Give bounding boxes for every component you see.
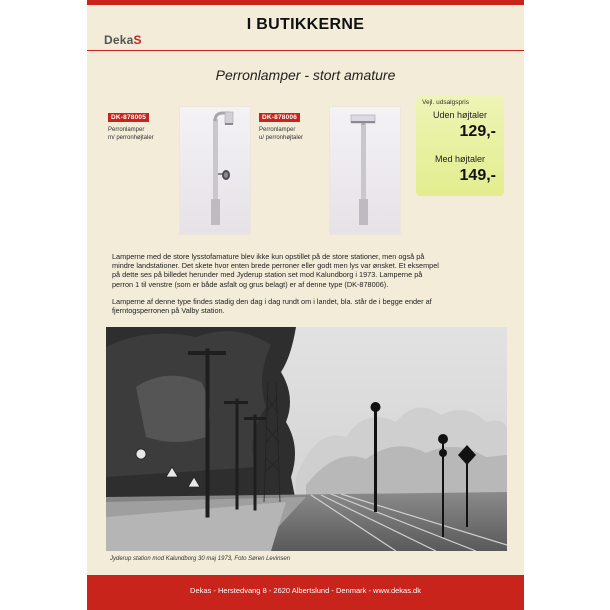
- catalog-page: [87, 0, 524, 610]
- price-without-speaker: 129,-: [459, 123, 496, 140]
- text-line: på dette ses på billedet herunder med Jyderup station set mod Kalundborg i 1973. Lamperne på: [112, 270, 423, 280]
- page-footer: [87, 575, 524, 610]
- dekas-logo: [104, 33, 142, 47]
- price-option-with-speaker: Med højtaler: [434, 154, 486, 164]
- product-desc-line: Perronlamper: [259, 127, 296, 133]
- lamp-without-speaker-image: [330, 107, 402, 236]
- photo-caption: Jyderup station mod Kalundborg 30 maj 1973, Foto Søren Levinsen: [110, 556, 291, 562]
- product-sku-badge: DK-878006: [259, 113, 300, 122]
- footer-contact: Dekas - Herstedvang 8 - 2620 Albertslund - Denmark - www.dekas.dk: [190, 586, 421, 595]
- product-photo-878006: [329, 106, 401, 235]
- text-line: Lamperne af denne type findes stadig den dag i dag rundt om i landet, bla. står de i begge ender af: [112, 297, 432, 306]
- paragraph-2: [112, 297, 502, 315]
- paragraph-1: [112, 252, 502, 289]
- page-header: [87, 5, 524, 51]
- header-title: I BUTIKKERNE: [246, 16, 365, 33]
- product-photo-878005: [179, 106, 251, 235]
- logo-accent: S: [133, 33, 142, 47]
- text-line: mindre landstationer. Det skete hvor enten brede perroner eller godt men lys var ønsket. Et eksempel: [112, 261, 439, 271]
- jyderup-station-image: [106, 327, 507, 551]
- price-box: [416, 96, 504, 196]
- price-option-without-speaker: Uden højtaler: [432, 110, 488, 120]
- text-line: fjerntogsperronen på Valby station.: [112, 306, 225, 316]
- text-line: Lamperne med de store lysstofamature blev ikke kun opstillet på de store stationer, men også på: [112, 252, 425, 261]
- price-label: Vejl. udsalgspris: [422, 99, 469, 106]
- product-sku-badge: DK-878005: [108, 113, 149, 122]
- product-desc-line: Perronlamper: [108, 127, 145, 133]
- section-title: Perronlamper - stort amature: [215, 67, 396, 83]
- lamp-with-speaker-image: [180, 107, 252, 236]
- product-desc-line: m/ perronhøjtaler: [108, 135, 154, 141]
- price-with-speaker: 149,-: [459, 167, 496, 184]
- product-desc-line: u/ perronhøjtaler: [259, 135, 304, 141]
- logo-text: Deka: [104, 33, 134, 47]
- historic-station-photo: [106, 327, 507, 551]
- text-line: perron 1 til venstre (som er både asfalt og grus belagt) er af denne type (DK-878006).: [112, 279, 389, 289]
